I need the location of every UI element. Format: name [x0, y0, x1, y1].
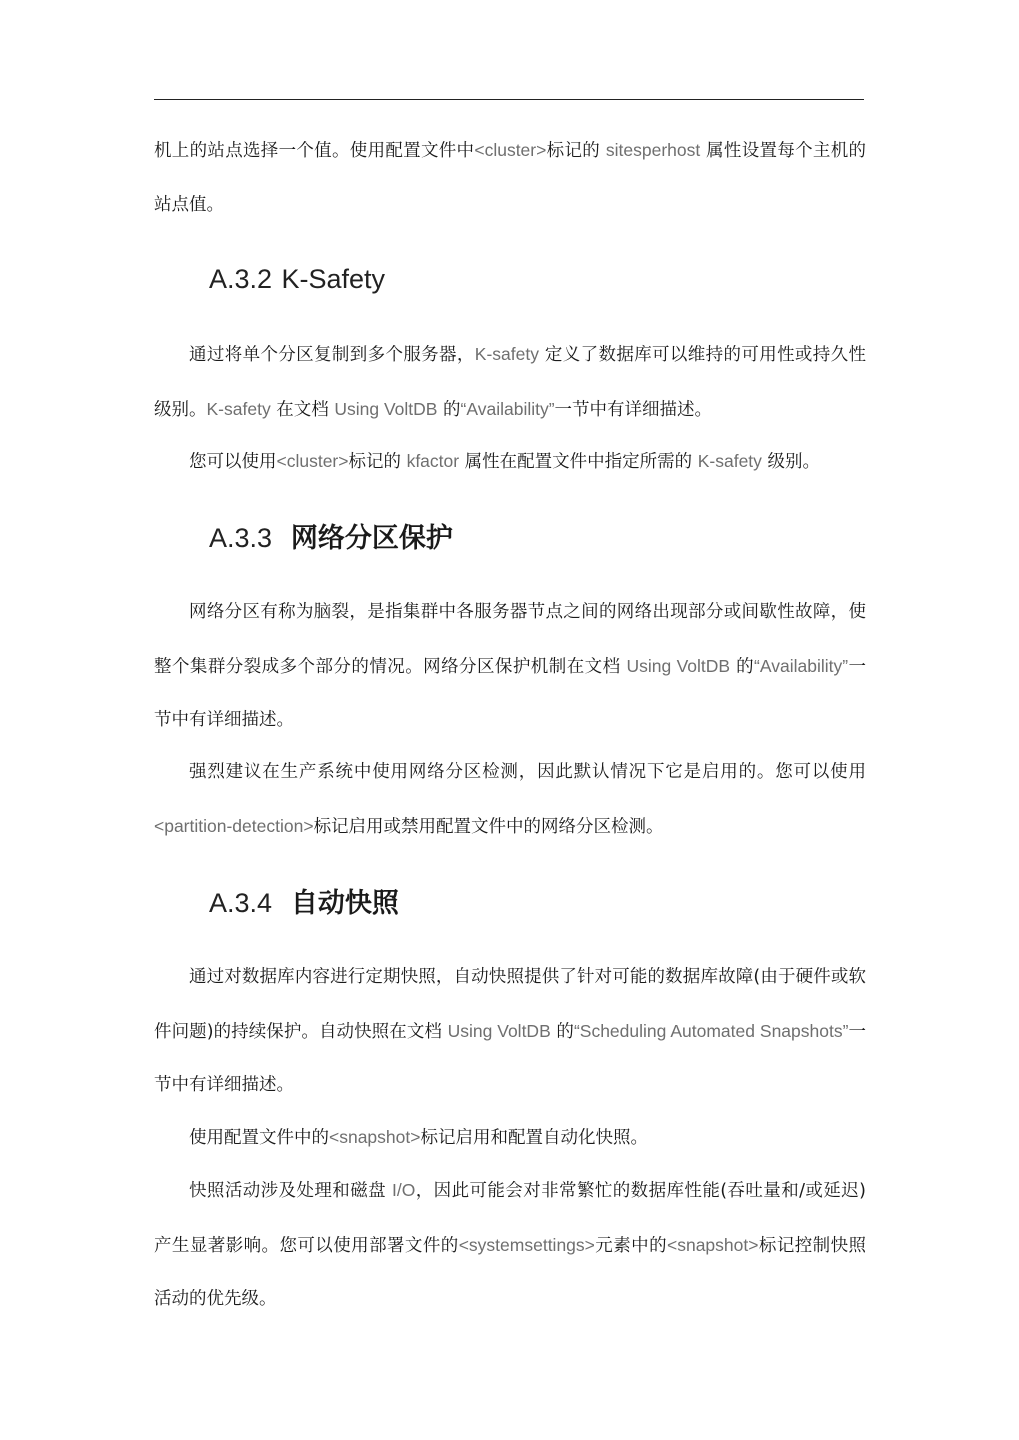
- partition-paragraph-2: 强烈建议在生产系统中使用网络分区检测，因此默认情况下它是启用的。您可以使用<partition-detection>标记启用或禁用配置文件中的网络分区检测。: [154, 762, 866, 837]
- section-number: A.3.3: [209, 523, 273, 553]
- ksafety-paragraph-1: 通过将单个分区复制到多个服务器，K-safety 定义了数据库可以维持的可用性或持久性级别。K-safety 在文档 Using VoltDB 的“Availability”一节中有详细描述。: [154, 344, 867, 420]
- section-heading-partition: [209, 520, 453, 557]
- section-heading-ksafety: [209, 261, 385, 298]
- snapshot-paragraph-3: 快照活动涉及处理和磁盘 I/O，因此可能会对非常繁忙的数据库性能(吞吐量和/或延迟)产生显著影响。您可以使用部署文件的<systemsettings>元素中的<snapshot>标记控制快照活动的优先级。: [154, 1180, 867, 1309]
- partition-paragraph-1: 网络分区有称为脑裂，是指集群中各服务器节点之间的网络出现部分或间歇性故障，使整个集群分裂成多个部分的情况。网络分区保护机制在文档 Using VoltDB 的“Availability”一节中有详细描述。: [154, 602, 866, 730]
- section-number: A.3.2: [209, 264, 273, 294]
- section-number: A.3.4: [209, 888, 273, 918]
- header-rule: [154, 99, 864, 100]
- snapshot-paragraph-1: 通过对数据库内容进行定期快照，自动快照提供了针对可能的数据库故障(由于硬件或软件问题)的持续保护。自动快照在文档 Using VoltDB 的“Scheduling Automated Snapshots”一节中有详细描述。: [154, 967, 867, 1095]
- continuation-paragraph: 机上的站点选择一个值。使用配置文件中<cluster>标记的 sitesperhost 属性设置每个主机的站点值。: [154, 140, 867, 215]
- section-title: 自动快照: [290, 888, 399, 919]
- section-title: 网络分区保护: [290, 523, 453, 554]
- section-title: K-Safety: [281, 264, 385, 294]
- ksafety-paragraph-2: 您可以使用<cluster>标记的 kfactor 属性在配置文件中指定所需的 K-safety 级别。: [189, 451, 820, 472]
- snapshot-paragraph-2: 使用配置文件中的<snapshot>标记启用和配置自动化快照。: [189, 1127, 648, 1148]
- section-heading-snapshot: [209, 885, 399, 922]
